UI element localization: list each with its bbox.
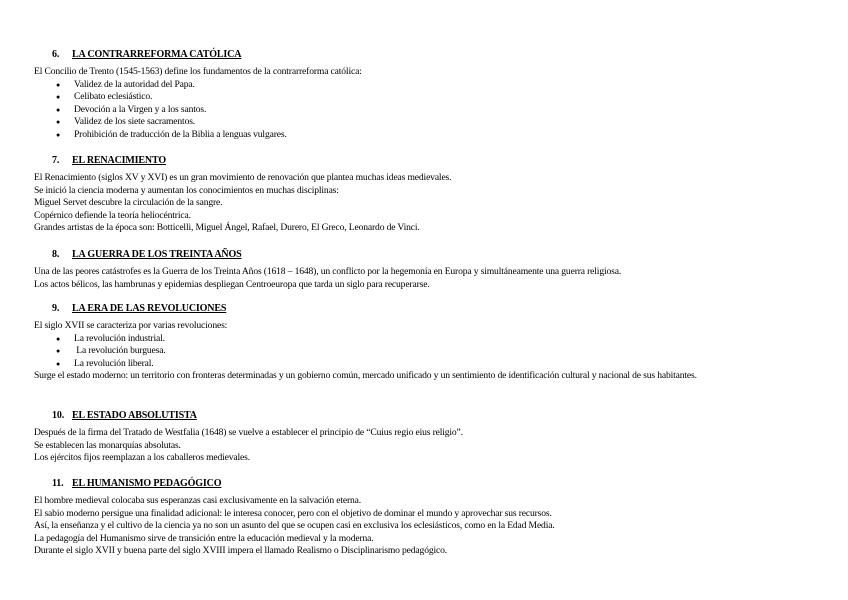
paragraph-line: Durante el siglo XVII y buena parte del siglo XVIII impera el llamado Realismo o Disciplinarismo pedagógico. bbox=[34, 545, 448, 557]
section-number: 11. bbox=[52, 478, 64, 489]
section-title: LA CONTRARREFORMA CATÓLICA bbox=[72, 49, 242, 60]
paragraph-line: Se establecen las monarquías absolutas. bbox=[34, 439, 181, 451]
list-item: ● Validez de la autoridad del Papa. bbox=[34, 79, 824, 92]
section-number: 8. bbox=[52, 249, 60, 260]
list-item: ● La revolución industrial. bbox=[34, 333, 824, 346]
list-item: ● Devoción a la Virgen y a los santos. bbox=[34, 104, 824, 117]
section-heading bbox=[52, 248, 824, 261]
section-era-revoluciones bbox=[34, 302, 824, 383]
section-heading bbox=[52, 302, 824, 315]
section-title: EL RENACIMIENTO bbox=[72, 155, 166, 166]
paragraph-line: Los ejércitos fijos reemplazan a los caballeros medievales. bbox=[34, 452, 250, 464]
section-title: EL HUMANISMO PEDAGÓGICO bbox=[72, 478, 222, 489]
paragraph-line: La pedagogía del Humanismo sirve de transición entre la educación medieval y la moderna. bbox=[34, 532, 374, 544]
section-contrarreforma bbox=[34, 48, 824, 142]
section-number: 10. bbox=[52, 410, 65, 421]
section-intro: El siglo XVII se caracteriza por varias revoluciones: bbox=[34, 320, 228, 331]
paragraph-line: Después de la firma del Tratado de Westfalia (1648) se vuelve a establecer el principio de “Cuius regio eius religio”. bbox=[34, 427, 463, 438]
paragraph-line: Una de las peores catástrofes es la Guerra de los Treinta Años (1618 – 1648), un conflicto por la hegemonía en Europa y simultáneamente una guerra religiosa. bbox=[34, 266, 622, 277]
section-humanismo-pedagogico bbox=[34, 477, 824, 558]
section-renacimiento bbox=[34, 154, 824, 235]
paragraph-line: Copérnico defiende la teoría heliocéntrica. bbox=[34, 209, 191, 221]
section-title: EL ESTADO ABSOLUTISTA bbox=[72, 410, 197, 421]
paragraph-line: Los actos bélicos, las hambrunas y epidemias despliegan Centroeuropa que tarda un siglo para recuperarse. bbox=[34, 278, 430, 290]
section-number: 6. bbox=[52, 49, 60, 60]
paragraph-line: Miguel Servet descubre la circulación de la sangre. bbox=[34, 197, 223, 209]
section-title: LA ERA DE LAS REVOLUCIONES bbox=[72, 303, 227, 314]
paragraph-line: El hombre medieval colocaba sus esperanzas casi exclusivamente en la salvación eterna. bbox=[34, 495, 361, 506]
section-number: 9. bbox=[52, 303, 60, 314]
list-item: ● Celibato eclesiástico. bbox=[34, 91, 824, 104]
section-outro: Surge el estado moderno: un territorio con fronteras determinadas y un gobierno común, mercado unificado y un sentimiento de identificación cultural y nacional de sus habitantes. bbox=[34, 370, 697, 382]
section-heading bbox=[52, 409, 824, 422]
section-estado-absolutista bbox=[34, 409, 824, 465]
section-intro: El Concilio de Trento (1545-1563) define los fundamentos de la contrarreforma católica: bbox=[34, 66, 362, 77]
section-guerra-treinta-anos bbox=[34, 248, 824, 291]
list-item: ● La revolución burguesa. bbox=[34, 345, 824, 358]
list-item: ● La revolución liberal. bbox=[34, 358, 824, 371]
paragraph-line: Grandes artistas de la época son: Botticelli, Miguel Ángel, Rafael, Durero, El Greco, Leonardo de Vinci. bbox=[34, 222, 420, 234]
paragraph-line: Así, la enseñanza y el cultivo de la ciencia ya no son un asunto del que se ocupen casi en exclusiva los eclesiásticos, como en la Edad Media. bbox=[34, 520, 555, 532]
paragraph-line: Se inició la ciencia moderna y aumentan los conocimientos en muchas disciplinas: bbox=[34, 184, 339, 196]
section-heading bbox=[52, 48, 824, 61]
paragraph-line: El sabio moderno persigue una finalidad adicional: le interesa conocer, pero con el objetivo de dominar el mundo y aprovechar sus recursos. bbox=[34, 507, 552, 519]
section-heading bbox=[52, 154, 824, 167]
bullet-list bbox=[34, 79, 824, 142]
paragraph-line: El Renacimiento (siglos XV y XVI) es un gran movimiento de renovación que plantea muchas ideas medievales. bbox=[34, 172, 452, 183]
section-number: 7. bbox=[52, 155, 60, 166]
section-heading bbox=[52, 477, 824, 490]
list-item: ● Prohibición de traducción de la Biblia a lenguas vulgares. bbox=[34, 129, 824, 142]
list-item: ● Validez de los siete sacramentos. bbox=[34, 116, 824, 129]
section-title: LA GUERRA DE LOS TREINTA AÑOS bbox=[72, 249, 242, 260]
bullet-list bbox=[34, 333, 824, 371]
